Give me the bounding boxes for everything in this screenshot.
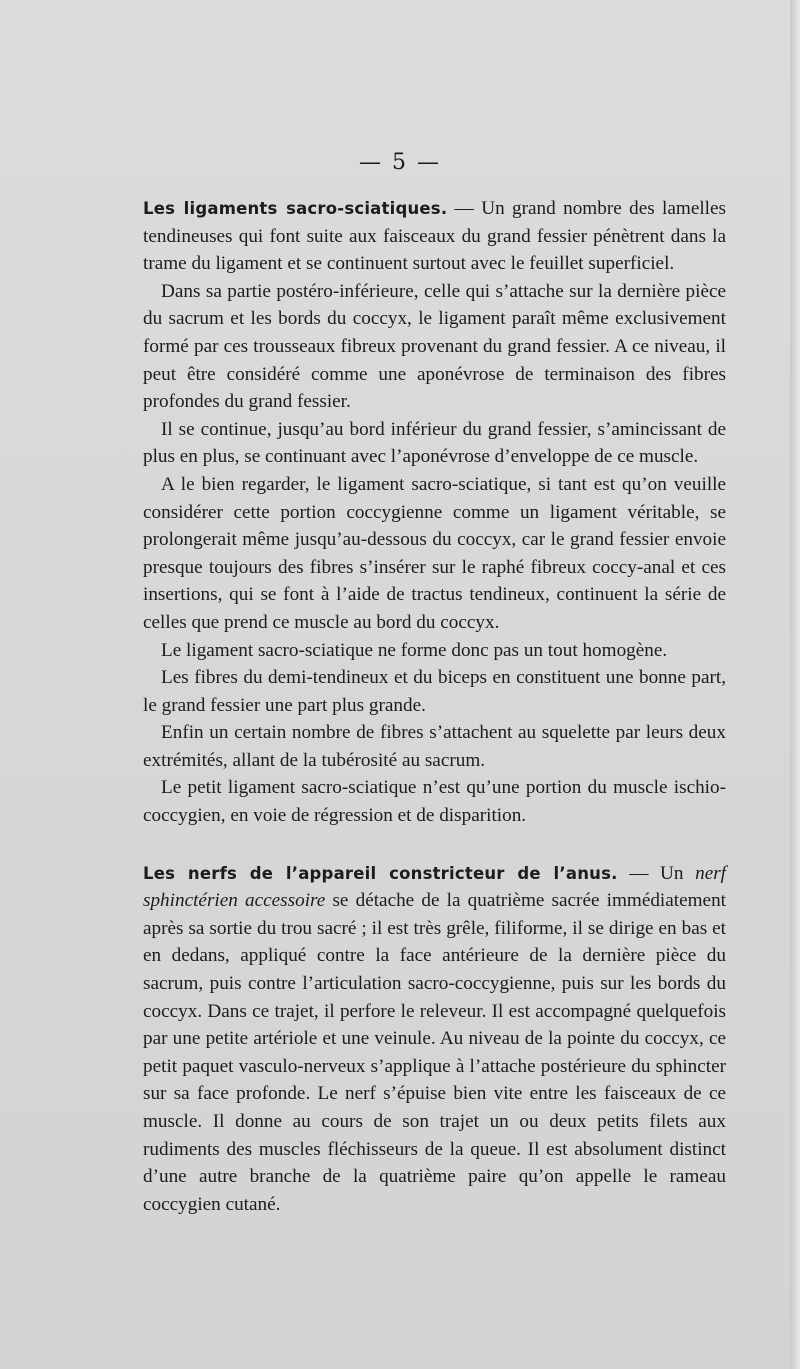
paragraph: Le ligament sacro-sciatique ne forme donc pas un tout homogène. bbox=[161, 639, 668, 661]
nerfs-body-text: se détache de la quatrième sacrée immédiatement après sa sortie du trou sacré ; il est très grêle, filiforme, il se dirige en bas et en dedans, appliqué contre la face antérieure de la dernière pièce du sacrum, puis contre l’articulation sacro-coccygienne, puis sur les bords du coccyx. Dans ce trajet, il perfore le releveur. Il est accompagné quelquefois par une petite artériole et une veinule. Au niveau de la pointe du coccyx, ce petit paquet vasculo-nerveux s’applique à l’attache postérieure du sphincter sur sa face profonde. Le nerf s’épuise bien vite entre les faisceaux de ce muscle. Il donne au cours de son trajet un ou deux petits filets aux rudiments des muscles fléchisseurs de la queue. Il est absolument distinct d’une autre branche de la quatrième paire qu’on appelle le rameau coccygien cutané. bbox=[143, 890, 726, 1215]
body-text bbox=[143, 195, 726, 1218]
ligaments-intro-text: — Un grand nombre des lamelles tendineuses qui font suite aux faisceaux du grand fessier pénètrent dans la trame du ligament et se continuent surtout avec le feuillet superficiel. bbox=[143, 198, 726, 275]
paragraph: Les fibres du demi-tendineux et du biceps en constituent une bonne part, le grand fessier une part plus grande. bbox=[143, 667, 726, 716]
section-gap bbox=[143, 830, 726, 860]
paragraph: Le petit ligament sacro-sciatique n’est qu’une portion du muscle ischio-coccygien, en voie de régression et de disparition. bbox=[143, 777, 726, 827]
page-edge bbox=[790, 0, 800, 1369]
section-heading-nerfs: Les nerfs de l’appareil constricteur de l’anus. bbox=[143, 863, 618, 883]
section-heading-ligaments: Les ligaments sacro-sciatiques. bbox=[143, 199, 448, 218]
section-ligaments-intro bbox=[143, 195, 726, 278]
page-number: — 5 — bbox=[359, 150, 441, 175]
paragraph: Il se continue, jusqu’au bord inférieur du grand fessier, s’amincissant de plus en plus, se continuant avec l’aponévrose d’enveloppe de ce muscle. bbox=[143, 418, 726, 468]
nerf-term-italic: nerf sphinctérien accessoire bbox=[143, 862, 727, 912]
nerfs-dash: — Un bbox=[617, 862, 696, 884]
section-nerfs-paragraph bbox=[143, 860, 726, 1219]
paragraph: A le bien regarder, le ligament sacro-sciatique, si tant est qu’on veuille considérer cette portion coccygienne comme un ligament véritable, se prolongerait même jusqu’au-dessous du coccyx, car le grand fessier envoie presque toujours des fibres s’insérer sur le raphé fibreux coccy-anal et ces insertions, qui se font à l’aide de tractus tendineux, continuent la série de celles que prend ce muscle au bord du coccyx. bbox=[143, 473, 726, 633]
paragraph: Dans sa partie postéro-inférieure, celle qui s’attache sur la dernière pièce du sacrum et les bords du coccyx, le ligament paraît même exclusivement formé par ces trousseaux fibreux provenant du grand fessier. A ce niveau, il peut être considéré comme une aponévrose de terminaison des fibres profondes du grand fessier. bbox=[143, 280, 726, 413]
paragraph: Enfin un certain nombre de fibres s’attachent au squelette par leurs deux extrémités, allant de la tubérosité au sacrum. bbox=[143, 722, 726, 771]
